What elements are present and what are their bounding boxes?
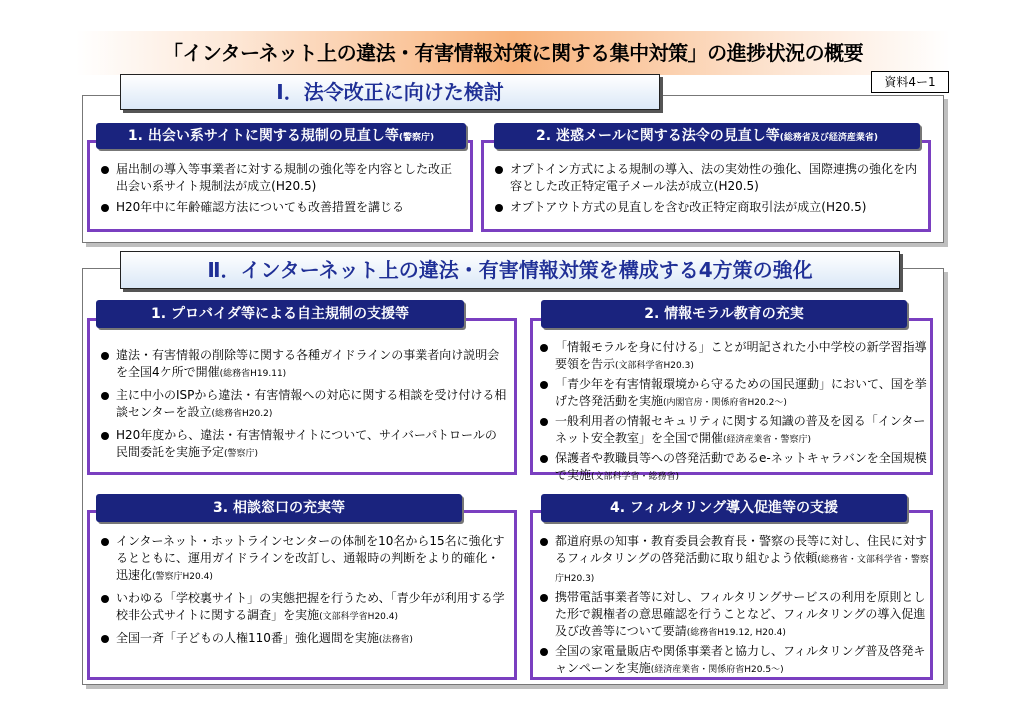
section-2-heading: Ⅱ．インターネット上の違法・有害情報対策を構成する4方策の強化 <box>120 251 900 289</box>
list-item: いわゆる「学校裏サイト」の実態把握を行うため、「青少年が利用する学校非公式サイトに関する調査」を実施(文部科学省H20.4) <box>100 590 506 626</box>
panel-consultation-desk <box>87 510 517 680</box>
bullet-icon <box>540 418 548 426</box>
page-title: 「インターネット上の違法・有害情報対策に関する集中対策」の進捗状況の概要 <box>76 31 950 75</box>
bullet-icon <box>495 204 503 212</box>
list-item: 届出制の導入等事業者に対する規制の強化等を内容とした改正出会い系サイト規制法が成立(H20.5) <box>100 161 460 195</box>
document-tag: 資料4ー1 <box>871 71 949 93</box>
section-1-heading: Ⅰ．法令改正に向けた検討 <box>120 74 660 110</box>
list-item: 保護者や教職員等への啓発活動であるe-ネットキャラバンを全国規模で実施(文部科学省・総務省) <box>539 450 929 486</box>
bullet-icon <box>101 392 109 400</box>
list-item: オプトアウト方式の見直しを含む改正特定商取引法が成立(H20.5) <box>494 199 922 216</box>
list-item: H20年度から、違法・有害情報サイトについて、サイバーパトロールの民間委託を実施予定(警察庁) <box>100 427 508 463</box>
panel-heading: 2. 情報モラル教育の充実 <box>541 300 907 328</box>
list-item: 違法・有害情報の削除等に関する各種ガイドラインの事業者向け説明会を全国4ケ所で開催(総務省H19.11) <box>100 347 508 383</box>
bullet-icon <box>540 381 548 389</box>
list-item: 一般利用者の情報セキュリティに関する知識の普及を図る「インターネット安全教室」を全国で開催(経済産業省・警察庁) <box>539 413 929 449</box>
panel-spam-mail-regulation <box>481 140 931 232</box>
bullet-icon <box>101 432 109 440</box>
bullet-icon <box>540 455 548 463</box>
panel-heading: 4. フィルタリング導入促進等の支援 <box>541 494 907 522</box>
bullet-icon <box>101 635 109 643</box>
list-item: 「青少年を有害情報環境から守るための国民運動」において、国を挙げた啓発活動を実施(内閣官房・関係府省H20.2〜) <box>539 376 929 412</box>
bullet-icon <box>540 648 548 656</box>
bullet-icon <box>101 352 109 360</box>
bullet-icon <box>101 204 109 212</box>
list-item: 都道府県の知事・教育委員会教育長・警察の長等に対し、住民に対するフィルタリングの啓発活動に取り組むよう依頼(総務省・文部科学省・警察庁H20.3) <box>539 533 929 588</box>
list-item: 主に中小のISPから違法・有害情報への対応に関する相談を受け付ける相談センターを設立(総務省H20.2) <box>100 387 508 423</box>
list-item: オプトイン方式による規制の導入、法の実効性の強化、国際連携の強化を内容とした改正特定電子メール法が成立(H20.5) <box>494 161 922 195</box>
list-item: 携帯電話事業者等に対し、フィルタリングサービスの利用を原則とした形で親権者の意思確認を行うことなど、フィルタリングの導入促進及び改善等について要請(総務省H19.12, H20.4) <box>539 589 929 642</box>
panel-heading: 1. 出会い系サイトに関する規制の見直し等(警察庁) <box>96 123 466 149</box>
list-item: 全国の家電量販店や関係事業者と協力し、フィルタリング普及啓発キャンペーンを実施(経済産業省・関係府省H20.5〜) <box>539 643 929 679</box>
panel-heading: 2. 迷惑メールに関する法令の見直し等(総務省及び経済産業省) <box>494 123 920 149</box>
bullet-icon <box>540 538 548 546</box>
bullet-icon <box>540 344 548 352</box>
panel-dating-site-regulation <box>87 140 473 232</box>
list-item: インターネット・ホットラインセンターの体制を10名から15名に強化するとともに、運用ガイドラインを改訂し、通報時の判断をより的確化・迅速化(警察庁H20.4) <box>100 533 506 586</box>
panel-heading: 1. プロバイダ等による自主規制の支援等 <box>96 300 464 328</box>
bullet-icon <box>540 594 548 602</box>
list-item: H20年中に年齢確認方法についても改善措置を講じる <box>100 199 460 216</box>
bullet-icon <box>101 538 109 546</box>
bullet-icon <box>101 166 109 174</box>
bullet-icon <box>495 166 503 174</box>
list-item: 全国一斉「子どもの人権110番」強化週間を実施(法務省) <box>100 630 506 649</box>
panel-information-moral-education <box>530 318 933 482</box>
list-item: 「情報モラルを身に付ける」ことが明記された小中学校の新学習指導要領を告示(文部科学省H20.3) <box>539 339 929 375</box>
panel-provider-self-regulation <box>87 318 517 475</box>
bullet-icon <box>101 595 109 603</box>
panel-heading: 3. 相談窓口の充実等 <box>96 494 462 522</box>
panel-filtering-promotion <box>530 510 933 680</box>
